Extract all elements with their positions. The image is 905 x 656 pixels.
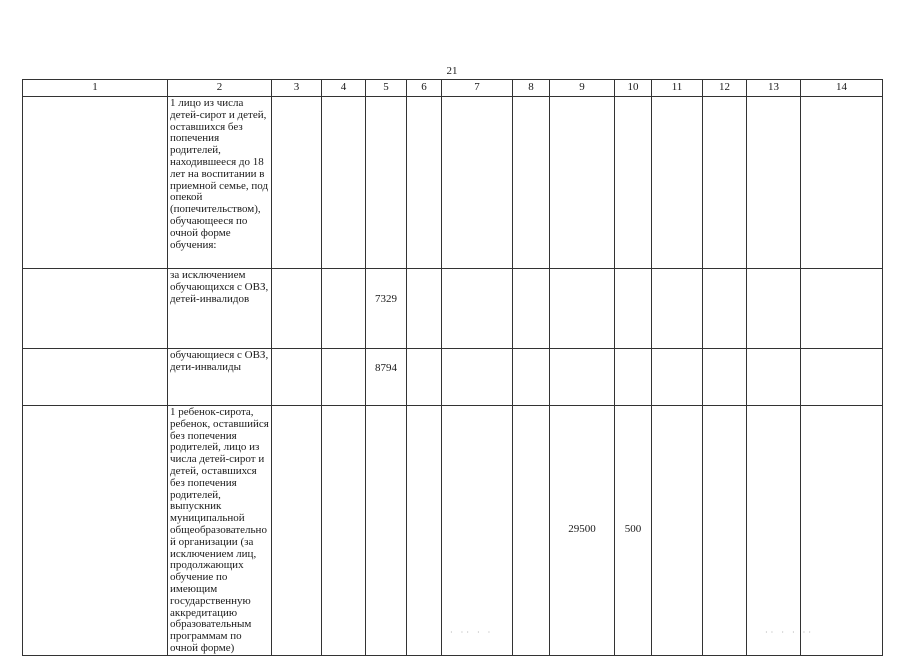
- column-header: 6: [407, 80, 442, 97]
- table-cell: [801, 97, 883, 269]
- table-cell: [23, 97, 168, 269]
- table-cell: [550, 269, 615, 349]
- table-cell: [747, 406, 801, 656]
- table-cell: [407, 269, 442, 349]
- column-header: 9: [550, 80, 615, 97]
- table-cell: [747, 97, 801, 269]
- table-cell: [513, 406, 550, 656]
- table-cell: [366, 406, 407, 656]
- table-cell: [23, 406, 168, 656]
- column-header: 8: [513, 80, 550, 97]
- table-cell: [322, 406, 366, 656]
- table-row: [23, 269, 883, 349]
- table-cell: [652, 269, 703, 349]
- table-cell: [442, 269, 513, 349]
- table-cell: [550, 97, 615, 269]
- table-cell: [652, 349, 703, 406]
- table-cell: [615, 349, 652, 406]
- table-cell: [703, 406, 747, 656]
- row-description: 1 лицо из числа детей-сирот и детей, оставшихся без попечения родителей, находившееся до 18 лет на воспитании в приемной семье, под опекой (попечительством), обучающееся по очной форме обучения:: [168, 97, 272, 269]
- table-cell: [407, 349, 442, 406]
- table-cell: [366, 97, 407, 269]
- table-cell: 8794: [366, 349, 407, 406]
- scan-artifact-marks: · ·· · ·: [450, 628, 494, 637]
- table-cell: [652, 406, 703, 656]
- row-description: 1 ребенок-сирота, ребенок, оставшийся без попечения родителей, лицо из числа детей-сирот и детей, оставшихся без попечения родителей, выпускник муниципальной общеобразовательной организации (за исключением лиц, продолжающих обучение по имеющим государственную аккредитацию образовательным программам по очной форме): [168, 406, 272, 656]
- table-row: [23, 97, 883, 269]
- table-cell: [23, 269, 168, 349]
- column-header: 11: [652, 80, 703, 97]
- table-cell: 500: [615, 406, 652, 656]
- row-description: за исключением обучающихся с ОВЗ, детей-инвалидов: [168, 269, 272, 349]
- table-cell: [747, 269, 801, 349]
- column-header: 10: [615, 80, 652, 97]
- table-cell: [550, 349, 615, 406]
- table-cell: [272, 97, 322, 269]
- table-cell: [703, 269, 747, 349]
- column-header: 7: [442, 80, 513, 97]
- table-cell: [615, 269, 652, 349]
- table-cell: 29500: [550, 406, 615, 656]
- table-cell: [407, 97, 442, 269]
- data-table: [22, 79, 883, 656]
- column-header: 13: [747, 80, 801, 97]
- table-cell: [513, 97, 550, 269]
- table-cell: [703, 349, 747, 406]
- column-header: 3: [272, 80, 322, 97]
- table-cell: [23, 349, 168, 406]
- column-header: 12: [703, 80, 747, 97]
- table-cell: [322, 97, 366, 269]
- table-cell: [442, 97, 513, 269]
- table-header-row: [23, 80, 883, 97]
- table-cell: [442, 406, 513, 656]
- table-cell: [652, 97, 703, 269]
- row-description: обучающиеся с ОВЗ, дети-инвалиды: [168, 349, 272, 406]
- table-cell: [272, 269, 322, 349]
- table-cell: [442, 349, 513, 406]
- table-cell: [801, 349, 883, 406]
- scan-artifact-marks: ·· · · ··: [765, 628, 814, 637]
- column-header: 14: [801, 80, 883, 97]
- table-cell: [703, 97, 747, 269]
- column-header: 2: [168, 80, 272, 97]
- column-header: 1: [23, 80, 168, 97]
- table-cell: [407, 406, 442, 656]
- table-cell: 7329: [366, 269, 407, 349]
- table-cell: [322, 349, 366, 406]
- page-number: 21: [446, 65, 458, 77]
- column-header: 4: [322, 80, 366, 97]
- table-cell: [747, 349, 801, 406]
- table-cell: [272, 406, 322, 656]
- table-cell: [801, 269, 883, 349]
- table-cell: [322, 269, 366, 349]
- table-cell: [615, 97, 652, 269]
- table-cell: [513, 349, 550, 406]
- table-row: [23, 406, 883, 656]
- table-row: [23, 349, 883, 406]
- column-header: 5: [366, 80, 407, 97]
- table-cell: [513, 269, 550, 349]
- table-cell: [272, 349, 322, 406]
- table-cell: [801, 406, 883, 656]
